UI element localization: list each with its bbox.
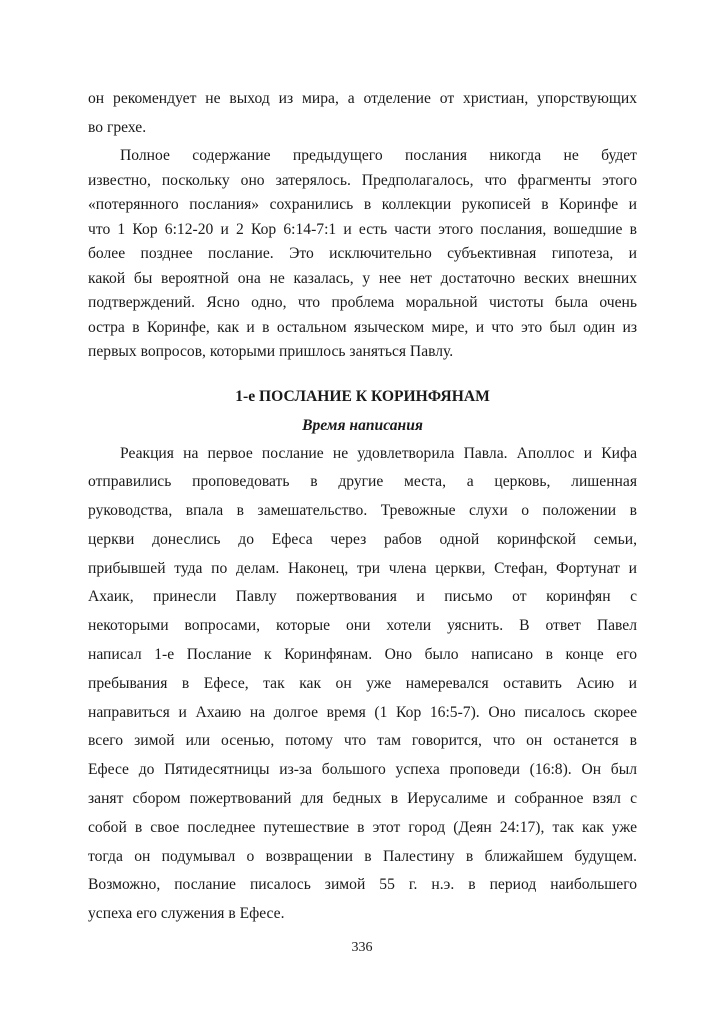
text-line: подтверждений. Ясно одно, что проблема моральной чистоты была очень	[88, 294, 637, 311]
text-line: Полное содержание предыдущего послания никогда не будет	[120, 147, 637, 164]
paragraph-3	[88, 440, 637, 930]
page-number: 336	[351, 940, 373, 955]
text-line: церкви донеслись до Ефеса через рабов одной коринфской семьи,	[88, 530, 637, 548]
text-line: направиться и Ахаию на долгое время (1 Кор 16:5-7). Оно писалось скорее	[88, 703, 637, 721]
text-line: Ахаик, принесли Павлу пожертвования и письмо от коринфян с	[88, 588, 637, 606]
text-line: пребывания в Ефесе, так как он уже намеревался оставить Асию и	[88, 674, 637, 692]
text-line: Ефесе до Пятидесятницы из-за большого успеха проповеди (16:8). Он был	[88, 761, 637, 779]
text-line: успеха его служения в Ефесе.	[88, 905, 285, 923]
text-line: тогда он подумывал о возвращении в Палестину в ближайшем будущем.	[88, 847, 637, 865]
text-line: собой в свое последнее путешествие в этот город (Деян 24:17), так как уже	[88, 818, 637, 836]
text-line: занят сбором пожертвований для бедных в Иерусалиме и собранное взял с	[88, 790, 637, 808]
text-line: отправились проповедовать в другие места, а церковь, лишенная	[88, 473, 637, 491]
text-line: первых вопросов, которыми пришлось заняться Павлу.	[88, 343, 454, 360]
text-line: более позднее послание. Это исключительно субъективная гипотеза, и	[88, 245, 637, 262]
text-line: известно, поскольку оно затерялось. Предполагалось, что фрагменты этого	[88, 171, 637, 189]
text-line: остра в Коринфе, как и в остальном языческом мире, и что это был один из	[88, 318, 637, 336]
text-line: какой бы вероятной она не казалась, у нее нет достаточно веских внешних	[88, 269, 637, 287]
text-line: всего зимой или осенью, потому что там говорится, что он останется в	[88, 732, 637, 750]
section-heading: 1-е ПОСЛАНИЕ К КОРИНФЯНАМ	[235, 387, 490, 405]
text-line: «потерянного послания» сохранились в коллекции рукописей в Коринфе и	[88, 196, 637, 213]
paragraph-2	[88, 144, 637, 365]
text-line: Возможно, послание писалось зимой 55 г. н.э. в период наибольшего	[88, 876, 637, 894]
text-line: написал 1-е Послание к Коринфянам. Оно было написано в конце его	[88, 646, 637, 664]
text-line: Реакция на первое послание не удовлетворила Павла. Аполлос и Кифа	[120, 444, 637, 462]
text-line: некоторыми вопросами, которые они хотели уяснить. В ответ Павел	[88, 617, 637, 635]
text-line: что 1 Кор 6:12-20 и 2 Кор 6:14-7:1 и есть части этого послания, вошедшие в	[88, 220, 637, 238]
text-line: во грехе.	[88, 119, 147, 136]
paragraph-1	[88, 84, 637, 142]
section-subheading: Время написания	[302, 416, 423, 434]
text-line: он рекомендует не выход из мира, а отделение от христиан, упорствующих	[88, 90, 637, 107]
page-body	[88, 84, 637, 929]
text-line: прибывшей туда по делам. Наконец, три члена церкви, Стефан, Фортунат и	[88, 559, 637, 577]
text-line: руководства, впала в замешательство. Тревожные слухи о положении в	[88, 502, 637, 520]
